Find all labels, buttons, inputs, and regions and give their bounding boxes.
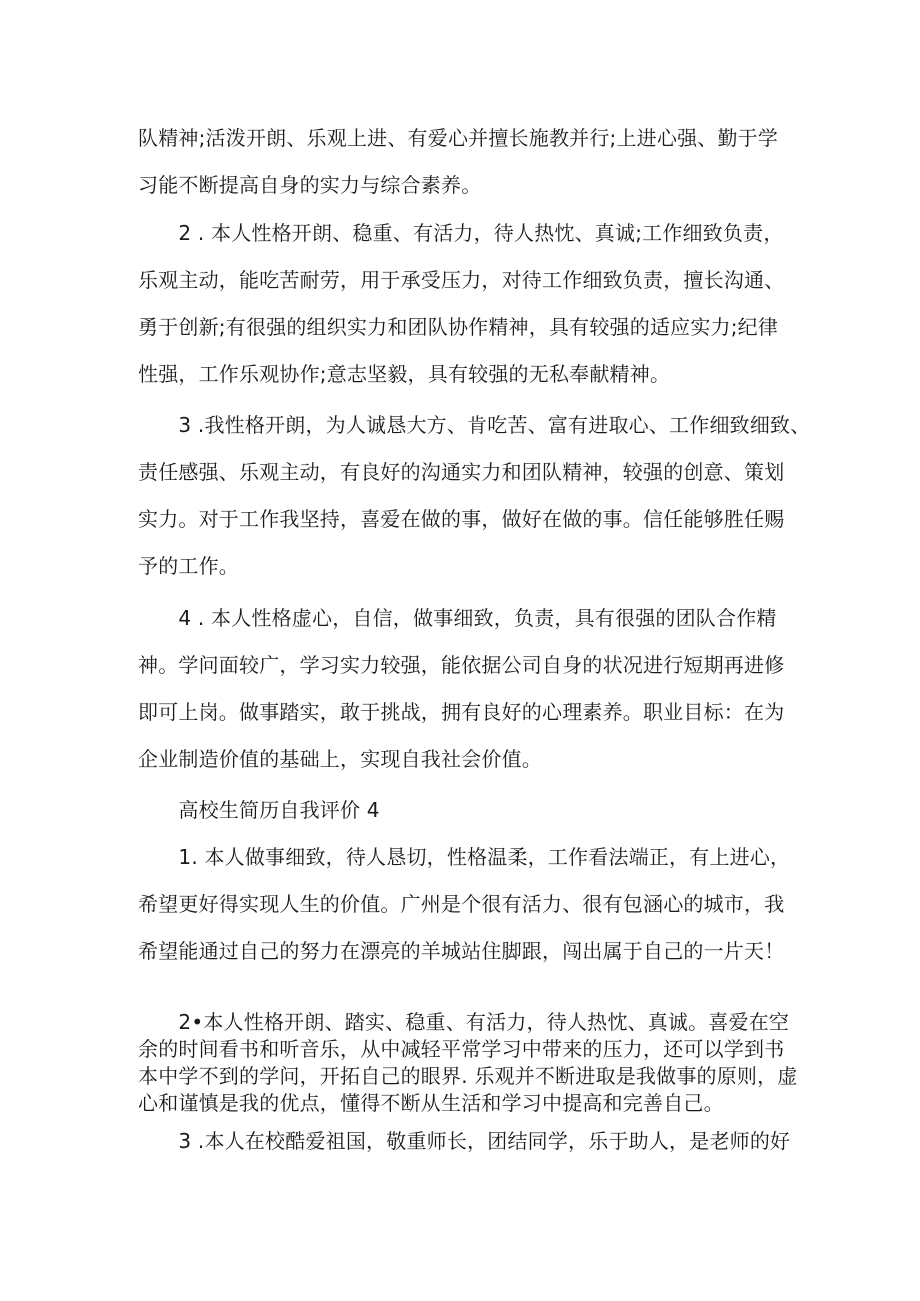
paragraph-section-item-3	[138, 1118, 798, 1165]
paragraph-section-item-2	[138, 1009, 798, 1117]
text-line: 2 . 本人性格开朗、稳重、有活力，待人热忱、真诚;工作细致负责，	[138, 221, 784, 245]
paragraph-item-2	[138, 210, 798, 398]
text-line: 1. 本人做事细致，待人恳切，性格温柔，工作看法端正，有上进心，	[138, 845, 791, 869]
text-line: 神。学问面较广，学习实力较强，能依据公司自身的状况进行短期再进修	[138, 653, 785, 677]
paragraph-continued	[138, 115, 798, 209]
text-line: 企业制造价值的基础上，实现自我社会价值。	[138, 747, 542, 771]
paragraph-section-item-1	[138, 834, 798, 975]
paragraph-item-4	[138, 595, 798, 783]
text-line: 希望能通过自己的努力在漂亮的羊城站住脚跟，闯出属于自己的一片天！	[138, 939, 785, 963]
text-line: 队精神;活泼开朗、乐观上进、有爱心并擅长施教并行;上进心强、勤于学	[138, 126, 779, 150]
heading-text: 高校生简历自我评价 4	[138, 798, 380, 822]
text-line: 即可上岗。做事踏实，敢于挑战，拥有良好的心理素养。职业目标：在为	[138, 700, 785, 724]
text-line: 实力。对于工作我坚持，喜爱在做的事，做好在做的事。信任能够胜任赐	[138, 507, 785, 531]
text-line: 本中学不到的学问，开拓自己的眼界. 乐观并不断进取是我做事的原则，虚	[138, 1064, 798, 1088]
text-line: 性强，工作乐观协作;意志坚毅，具有较强的无私奉献精神。	[138, 362, 671, 386]
section-heading	[138, 787, 798, 834]
text-line: 4 . 本人性格虚心，自信，做事细致，负责，具有很强的团队合作精	[138, 606, 777, 630]
text-line: 习能不断提高自身的实力与综合素养。	[138, 173, 482, 197]
text-line: 3 .本人在校酷爱祖国，敬重师长，团结同学，乐于助人，是老师的好	[138, 1129, 791, 1153]
text-line: 余的时间看书和听音乐，从中减轻平常学习中带来的压力，还可以学到书	[138, 1037, 785, 1061]
text-line: 希望更好得实现人生的价值。广州是个很有活力、很有包涵心的城市，我	[138, 892, 785, 916]
text-line: 乐观主动，能吃苦耐劳，用于承受压力，对待工作细致负责，擅长沟通、	[138, 268, 785, 292]
text-line: 2•本人性格开朗、踏实、稳重、有活力，待人热忱、真诚。喜爱在空	[138, 1010, 790, 1034]
text-line: 予的工作。	[138, 554, 239, 578]
text-line: 心和谨慎是我的优点，懂得不断从生活和学习中提高和完善自己。	[138, 1091, 724, 1115]
paragraph-item-3	[138, 402, 811, 590]
text-line: 勇于创新;有很强的组织实力和团队协作精神，具有较强的适应实力;纪律	[138, 315, 779, 339]
text-line: 责任感强、乐观主动，有良好的沟通实力和团队精神，较强的创意、策划	[138, 460, 785, 484]
text-line: 3 .我性格开朗，为人诚恳大方、肯吃苦、富有进取心、工作细致细致、	[138, 413, 811, 437]
